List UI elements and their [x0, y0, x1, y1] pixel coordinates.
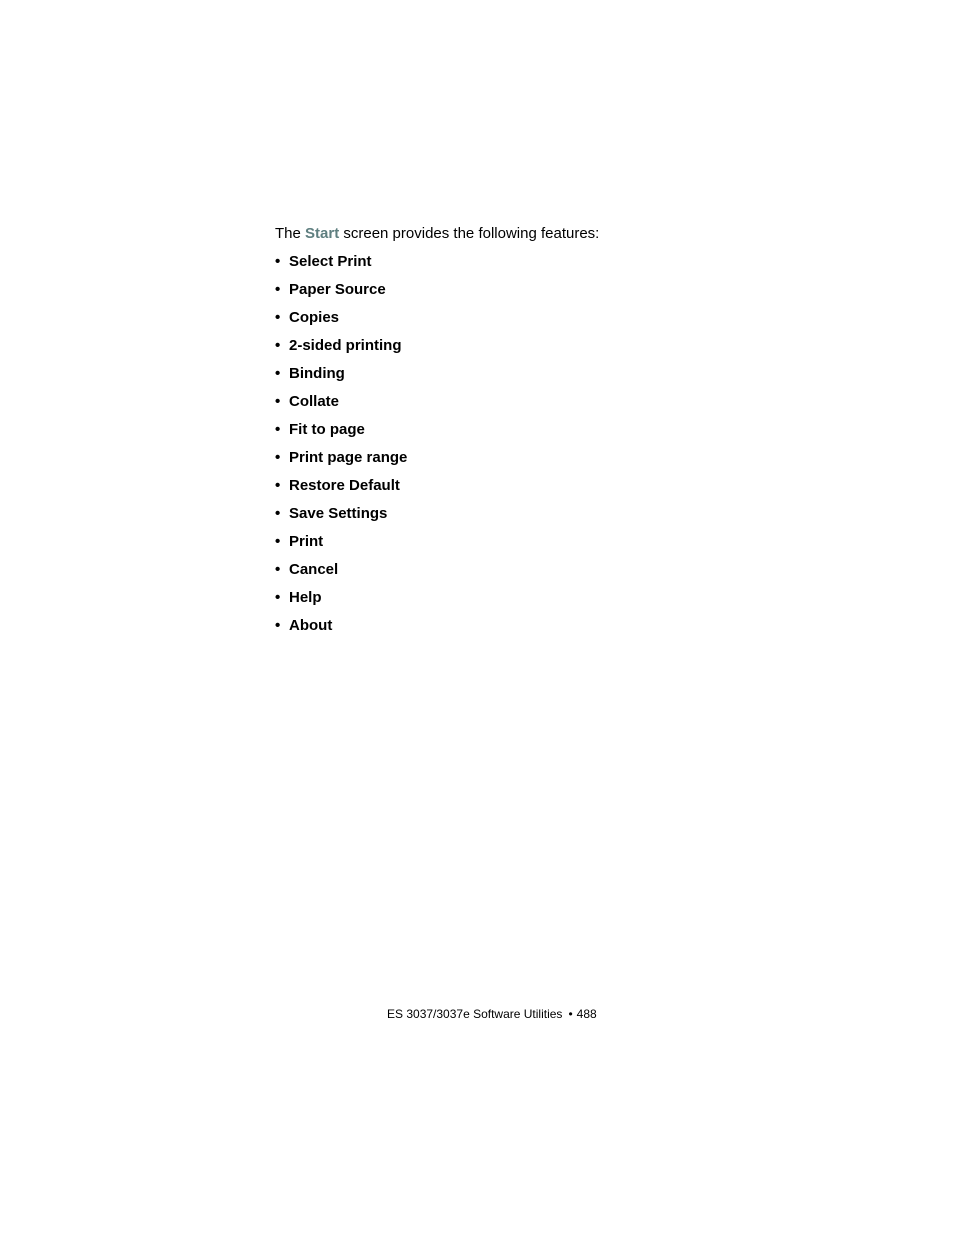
bullet-icon: •	[275, 477, 281, 494]
feature-label: Restore Default	[289, 477, 400, 494]
start-screen-keyword: Start	[305, 225, 340, 242]
bullet-icon: •	[275, 365, 281, 382]
list-item	[275, 614, 835, 642]
feature-label: Fit to page	[289, 421, 365, 438]
bullet-icon: •	[275, 253, 281, 270]
feature-label: Cancel	[289, 561, 339, 578]
bullet-icon: •	[275, 421, 281, 438]
footer-title: ES 3037/3037e Software Utilities	[387, 1007, 563, 1021]
footer-separator: •	[568, 1007, 573, 1021]
feature-list	[275, 250, 835, 642]
bullet-icon: •	[275, 617, 281, 634]
page-footer	[387, 1006, 597, 1022]
feature-label: 2-sided printing	[289, 337, 402, 354]
intro-text-before: The	[275, 225, 306, 242]
list-item	[275, 306, 835, 334]
bullet-icon: •	[275, 393, 281, 410]
list-item	[275, 250, 835, 278]
feature-label: Help	[289, 589, 322, 606]
list-item	[275, 418, 835, 446]
list-item	[275, 558, 835, 586]
page-content	[275, 222, 835, 642]
bullet-icon: •	[275, 449, 281, 466]
bullet-icon: •	[275, 533, 281, 550]
list-item	[275, 362, 835, 390]
feature-label: Binding	[289, 365, 345, 382]
feature-label: Save Settings	[289, 505, 388, 522]
list-item	[275, 474, 835, 502]
feature-label: Copies	[289, 309, 340, 326]
list-item	[275, 278, 835, 306]
bullet-icon: •	[275, 505, 281, 522]
feature-label: Collate	[289, 393, 340, 410]
list-item	[275, 530, 835, 558]
list-item	[275, 586, 835, 614]
feature-label: Print page range	[289, 449, 408, 466]
bullet-icon: •	[275, 561, 281, 578]
feature-label: About	[289, 617, 333, 634]
list-item	[275, 390, 835, 418]
list-item	[275, 334, 835, 362]
list-item	[275, 502, 835, 530]
bullet-icon: •	[275, 337, 281, 354]
bullet-icon: •	[275, 281, 281, 298]
intro-text-after: screen provides the following features:	[339, 225, 600, 242]
page-number: 488	[576, 1007, 597, 1021]
feature-label: Print	[289, 533, 324, 550]
intro-paragraph	[275, 222, 835, 245]
feature-label: Paper Source	[289, 281, 386, 298]
list-item	[275, 446, 835, 474]
feature-label: Select Print	[289, 253, 372, 270]
bullet-icon: •	[275, 309, 281, 326]
bullet-icon: •	[275, 589, 281, 606]
